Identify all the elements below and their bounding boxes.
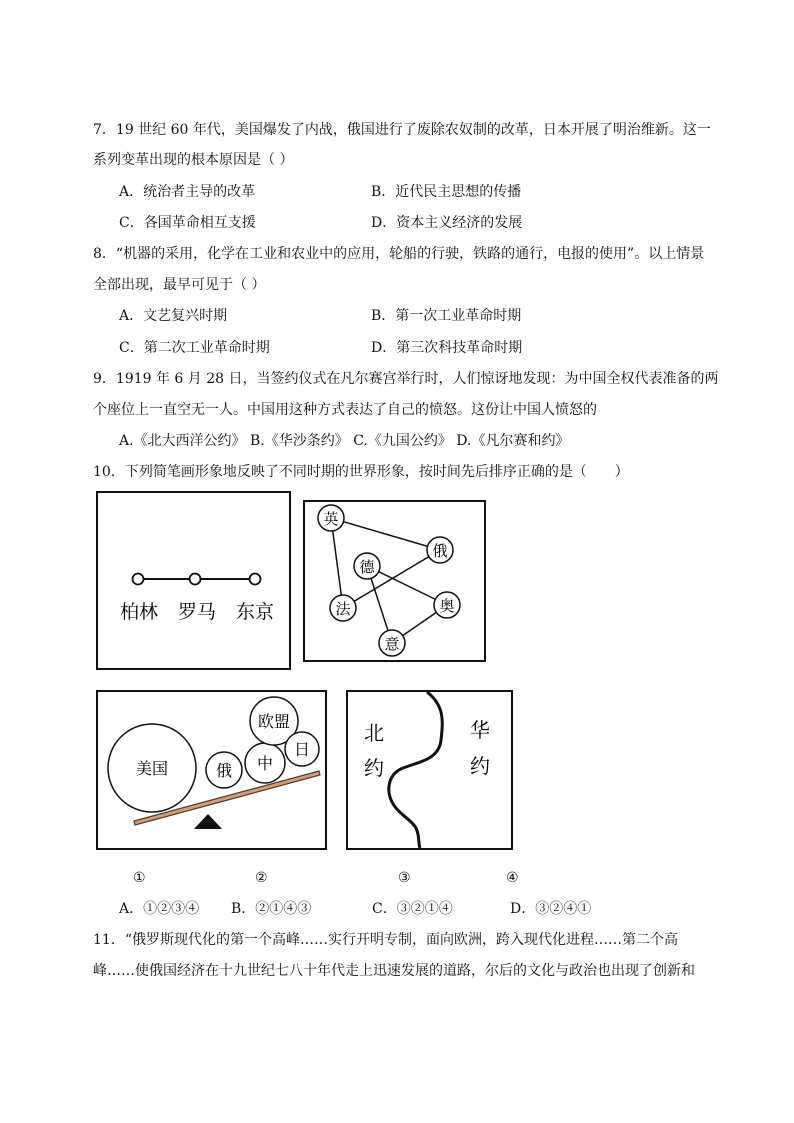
label-russia: 俄 xyxy=(215,761,233,780)
node-berlin xyxy=(133,574,144,585)
figure-3-balance xyxy=(96,690,327,850)
figure-1-axis xyxy=(96,491,291,670)
q8-option-d: D．第三次科技革命时期 xyxy=(371,340,523,356)
q11-stem-line2: 峰……使俄国经济在十九世纪七八十年代走上迅速发展的道路，尔后的文化与政治也出现了创新和 xyxy=(93,963,695,979)
figure-number-1: ① xyxy=(133,870,146,886)
label-rome: 罗马 xyxy=(177,601,217,623)
node-tokyo xyxy=(250,574,261,585)
q7-option-c: C．各国革命相互支援 xyxy=(119,215,256,231)
q10-option-c: C．③②①④ xyxy=(372,901,453,917)
q7-stem-line2: 系列变革出现的根本原因是（ ） xyxy=(93,152,294,168)
label-berlin: 柏林 xyxy=(119,601,159,623)
node-france: 法 xyxy=(335,600,351,618)
q7-option-a: A．统治者主导的改革 xyxy=(119,184,256,200)
node-britain: 英 xyxy=(323,510,339,528)
q9-stem-line1: 9．1919 年 6 月 28 日，当签约仪式在凡尔赛宫举行时，人们惊讶地发现：为中国全权代表准备的两 xyxy=(93,371,719,387)
label-japan: 日 xyxy=(293,740,311,759)
label-tokyo: 东京 xyxy=(235,601,275,623)
label-warsaw-1: 华 xyxy=(470,718,490,742)
q8-option-a: A．文艺复兴时期 xyxy=(119,308,228,324)
q7-stem-line1: 7．19 世纪 60 年代，美国爆发了内战，俄国进行了废除农奴制的改革，日本开展了明治维新。这一 xyxy=(93,122,711,138)
figure-2-alliances xyxy=(303,500,486,662)
node-germany: 德 xyxy=(359,558,375,576)
label-nato-1: 北 xyxy=(364,721,384,745)
q10-option-a: A．①②③④ xyxy=(119,901,200,917)
label-warsaw-2: 约 xyxy=(470,754,490,778)
q10-stem: 10．下列简笔画形象地反映了不同时期的世界形象，按时间先后排序正确的是（ ） xyxy=(93,464,629,480)
figure-4-blocs xyxy=(346,690,513,850)
node-austria: 奥 xyxy=(439,597,455,615)
node-russia: 俄 xyxy=(432,542,448,560)
node-italy: 意 xyxy=(384,635,400,653)
figure-number-3: ③ xyxy=(398,870,411,886)
q10-option-b: B．②①④③ xyxy=(231,901,312,917)
q11-stem-line1: 11．“俄罗斯现代化的第一个高峰……实行开明专制，面向欧洲，跨入现代化进程……第二个高 xyxy=(93,932,678,948)
q8-option-b: B．第一次工业革命时期 xyxy=(371,308,522,324)
q10-option-d: D．③②④① xyxy=(510,901,592,917)
q8-stem-line2: 全部出现，最早可见于（ ） xyxy=(93,277,266,293)
q8-option-c: C．第二次工业革命时期 xyxy=(119,340,270,356)
q9-options: A.《北大西洋公约》 B.《华沙条约》 C.《九国公约》 D.《凡尔赛和约》 xyxy=(119,433,570,449)
label-usa: 美国 xyxy=(135,759,169,778)
label-eu: 欧盟 xyxy=(257,712,291,731)
q8-stem-line1: 8．“机器的采用，化学在工业和农业中的应用，轮船的行驶，铁路的通行，电报的使用”。以上情景 xyxy=(93,246,705,262)
label-china: 中 xyxy=(256,754,274,773)
q7-option-b: B．近代民主思想的传播 xyxy=(371,184,522,200)
label-nato-2: 约 xyxy=(364,756,384,780)
q7-option-d: D．资本主义经济的发展 xyxy=(371,215,523,231)
node-rome xyxy=(190,574,201,585)
figure-number-4: ④ xyxy=(506,870,519,886)
figure-number-2: ② xyxy=(255,870,268,886)
q9-stem-line2: 个座位上一直空无一人。中国用这种方式表达了自己的愤怒。这份让中国人愤怒的 xyxy=(93,402,597,418)
